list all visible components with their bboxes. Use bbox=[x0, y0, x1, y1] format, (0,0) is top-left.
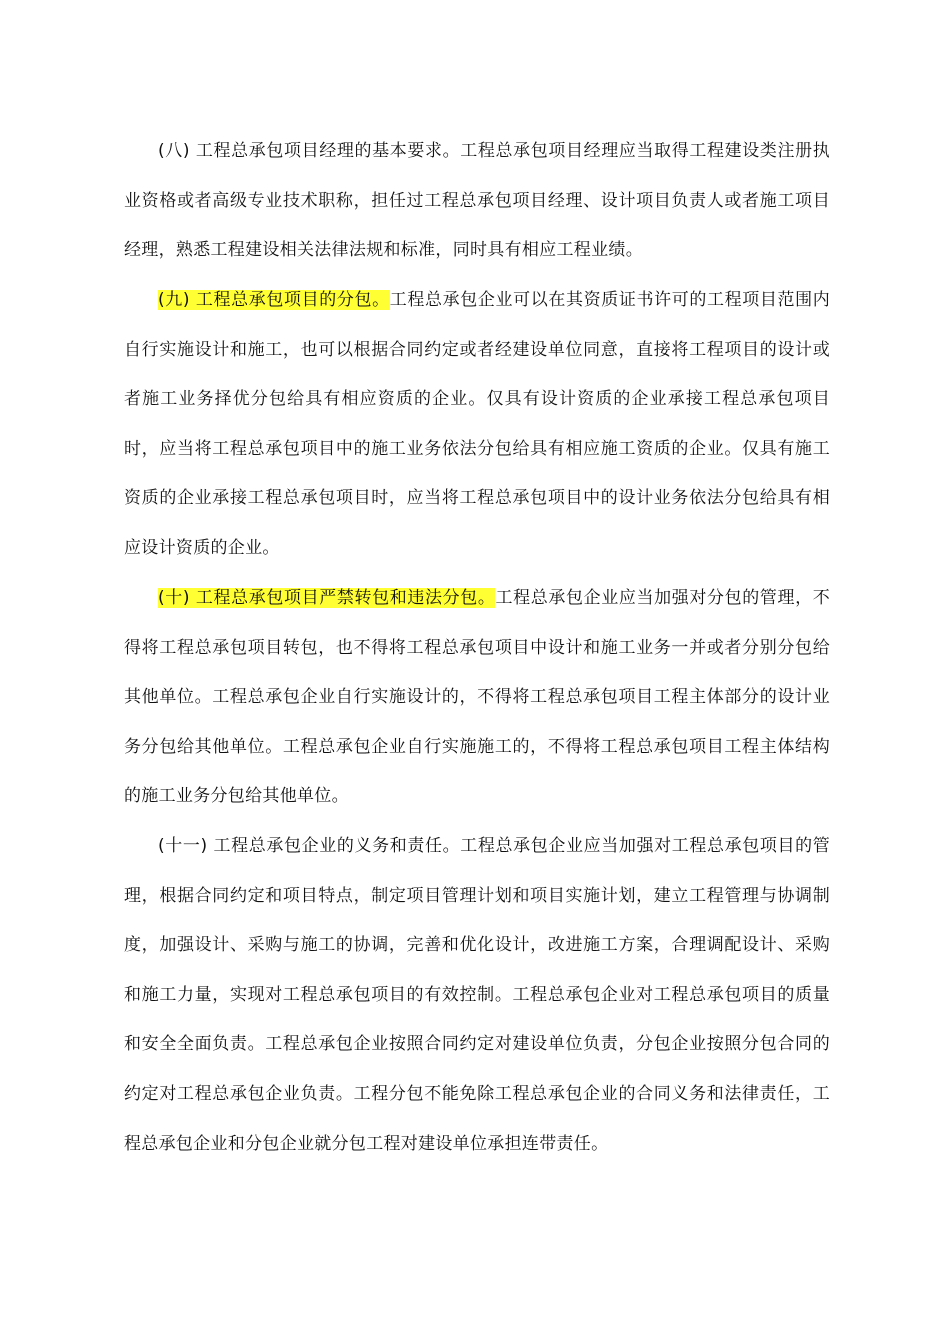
highlighted-heading: (九) 工程总承包项目的分包。 bbox=[158, 290, 390, 310]
paragraph-text: 工程总承包企业可以在其资质证书许可的工程项目范围内自行实施设计和施工，也可以根据合同约定或者经建设单位同意，直接将工程项目的设计或者施工业务择优分包给具有相应资质的企业。仅具有设计资质的企业承接工程总承包项目时，应当将工程总承包项目中的施工业务依法分包给具有相应施工资质的企业。仅具有施工资质的企业承接工程总承包项目时，应当将工程总承包项目中的设计业务依法分包给具有相应设计资质的企业。 bbox=[124, 290, 831, 558]
paragraph-subcontracting bbox=[124, 276, 830, 574]
highlighted-heading: (十) 工程总承包项目严禁转包和违法分包。 bbox=[158, 588, 496, 608]
paragraph-project-manager-requirements bbox=[124, 127, 830, 276]
paragraph-text: (十一) 工程总承包企业的义务和责任。工程总承包企业应当加强对工程总承包项目的管理，根据合同约定和项目特点，制定项目管理计划和项目实施计划，建立工程管理与协调制度，加强设计、采购与施工的协调，完善和优化设计，改进施工方案，合理调配设计、采购和施工力量，实现对工程总承包项目的有效控制。工程总承包企业对工程总承包项目的质量和安全全面负责。工程总承包企业按照合同约定对建设单位负责，分包企业按照分包合同的约定对工程总承包企业负责。工程分包不能免除工程总承包企业的合同义务和法律责任，工程总承包企业和分包企业就分包工程对建设单位承担连带责任。 bbox=[124, 836, 830, 1154]
paragraph-obligations-responsibilities bbox=[124, 822, 830, 1169]
paragraph-illegal-subcontracting bbox=[124, 574, 830, 822]
paragraph-text: (八) 工程总承包项目经理的基本要求。工程总承包项目经理应当取得工程建设类注册执业资格或者高级专业技术职称，担任过工程总承包项目经理、设计项目负责人或者施工项目经理，熟悉工程建设相关法律法规和标准，同时具有相应工程业绩。 bbox=[124, 141, 830, 261]
paragraph-text: 工程总承包企业应当加强对分包的管理，不得将工程总承包项目转包，也不得将工程总承包项目中设计和施工业务一并或者分别分包给其他单位。工程总承包企业自行实施设计的，不得将工程总承包项目工程主体部分的设计业务分包给其他单位。工程总承包企业自行实施施工的，不得将工程总承包项目工程主体结构的施工业务分包给其他单位。 bbox=[124, 588, 831, 807]
